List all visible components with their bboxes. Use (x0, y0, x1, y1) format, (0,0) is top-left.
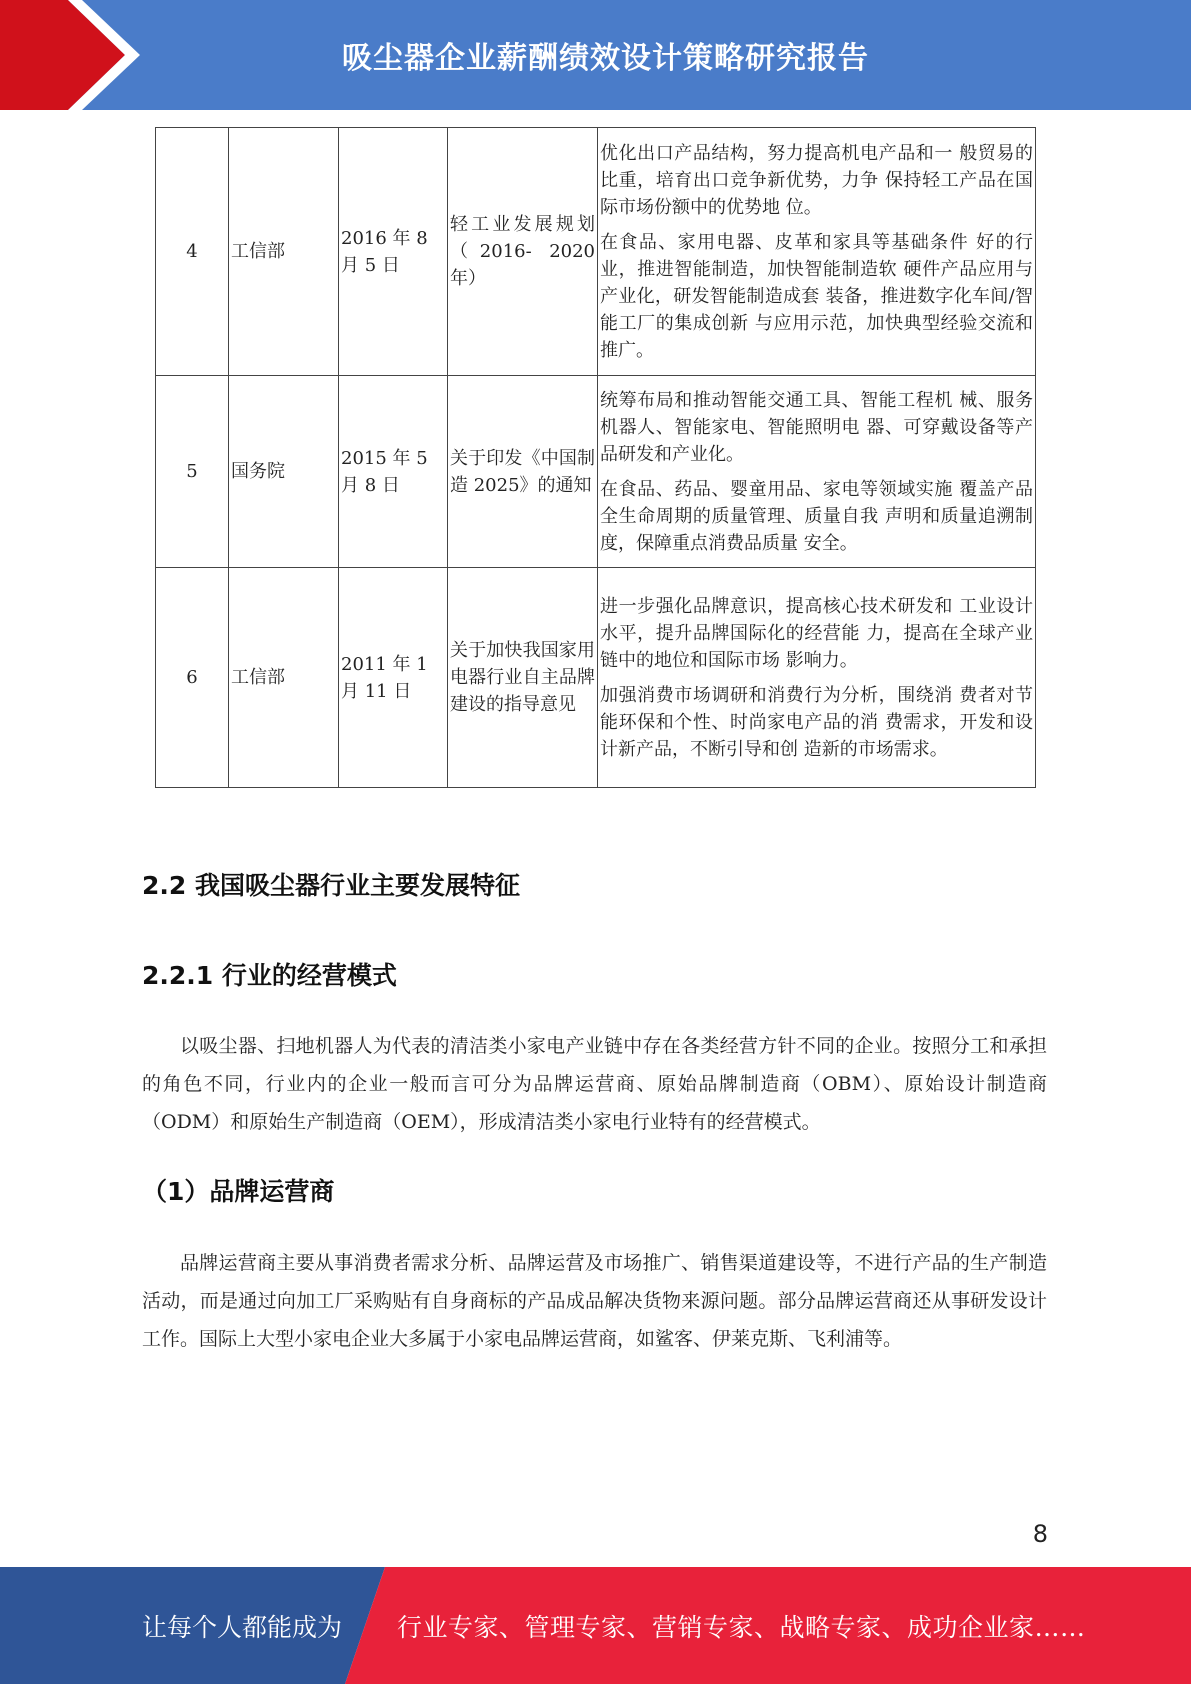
content-paragraph: 进一步强化品牌意识，提高核心技术研发和 工业设计水平，提升品牌国际化的经营能 力，提高在全球产业链中的地位和国际市场 影响力。 (600, 595, 1033, 671)
page-header (0, 0, 1191, 110)
table-cell-dept: 工信部 (229, 568, 339, 788)
table-cell-dept: 工信部 (229, 128, 339, 376)
content-paragraph: 在食品、药品、婴童用品、家电等领域实施 覆盖产品全生命周期的质量管理、质量自我 声明和质量追溯制度，保障重点消费品质量 安全。 (600, 478, 1033, 554)
table-cell-doc: 关于印发《中国制造 2025》的通知 (448, 376, 598, 568)
table-cell-no: 6 (156, 568, 229, 788)
table-cell-content (598, 128, 1036, 376)
content-paragraph: 优化出口产品结构，努力提高机电产品和一 般贸易的比重，培育出口竞争新优势，力争 保持轻工产品在国际市场份额中的优势地 位。 (600, 142, 1033, 218)
content-paragraph: 加强消费市场调研和消费行为分析，围绕消 费者对节能环保和个性、时尚家电产品的消 费需求，开发和设计新产品，不断引导和创 造新的市场需求。 (600, 684, 1033, 760)
page-footer (0, 1567, 1191, 1684)
table-cell-doc: 轻工业发展规划（2016- 2020年） (448, 128, 598, 376)
content-paragraph: 在食品、家用电器、皮革和家具等基础条件 好的行业，推进智能制造，加快智能制造软 硬件产品应用与产业化，研发智能制造成套 装备，推进数字化车间/智能工厂的集成创新 与应用示范，加快典型经验交流和推广。 (600, 231, 1033, 361)
table-row (156, 376, 1036, 568)
header-arrow-decoration (0, 0, 170, 110)
table-cell-dept: 国务院 (229, 376, 339, 568)
table-cell-content (598, 376, 1036, 568)
section-heading: 2.2 我国吸尘器行业主要发展特征 (142, 871, 520, 900)
table-cell-doc: 关于加快我国家用电器行业自主品牌建设的指导意见 (448, 568, 598, 788)
footer-slogan-left: 让每个人都能成为 (142, 1612, 343, 1642)
header-title: 吸尘器企业薪酬绩效设计策略研究报告 (342, 41, 869, 76)
table-cell-content (598, 568, 1036, 788)
body-paragraph: 以吸尘器、扫地机器人为代表的清洁类小家电产业链中存在各类经营方针不同的企业。按照分工和承担的角色不同，行业内的企业一般而言可分为品牌运营商、原始品牌制造商（OBM）、原始设计制造商（ODM）和原始生产制造商（OEM），形成清洁类小家电行业特有的经营模式。 (142, 1035, 1047, 1133)
table-cell-date: 2016 年 8 月 5 日 (339, 128, 448, 376)
page-number: 8 (1032, 1520, 1048, 1548)
body-paragraph: 品牌运营商主要从事消费者需求分析、品牌运营及市场推广、销售渠道建设等，不进行产品的生产制造活动，而是通过向加工厂采购贴有自身商标的产品成品解决货物来源问题。部分品牌运营商还从事研发设计工作。国际上大型小家电企业大多属于小家电品牌运营商，如鲨客、伊莱克斯、飞利浦等。 (142, 1252, 1047, 1350)
policy-table (155, 127, 1036, 788)
table-cell-no: 4 (156, 128, 229, 376)
table-cell-date: 2011 年 1 月 11 日 (339, 568, 448, 788)
footer-slogan-right: 行业专家、管理专家、营销专家、战略专家、成功企业家…… (397, 1612, 1086, 1642)
table-cell-no: 5 (156, 376, 229, 568)
table-row (156, 128, 1036, 376)
content-paragraph: 统筹布局和推动智能交通工具、智能工程机 械、服务机器人、智能家电、智能照明电 器、可穿戴设备等产品研发和产业化。 (600, 389, 1033, 465)
subsection-heading: 2.2.1 行业的经营模式 (142, 961, 397, 990)
table-cell-date: 2015 年 5 月 8 日 (339, 376, 448, 568)
item-heading: （1）品牌运营商 (142, 1177, 335, 1206)
table-row (156, 568, 1036, 788)
